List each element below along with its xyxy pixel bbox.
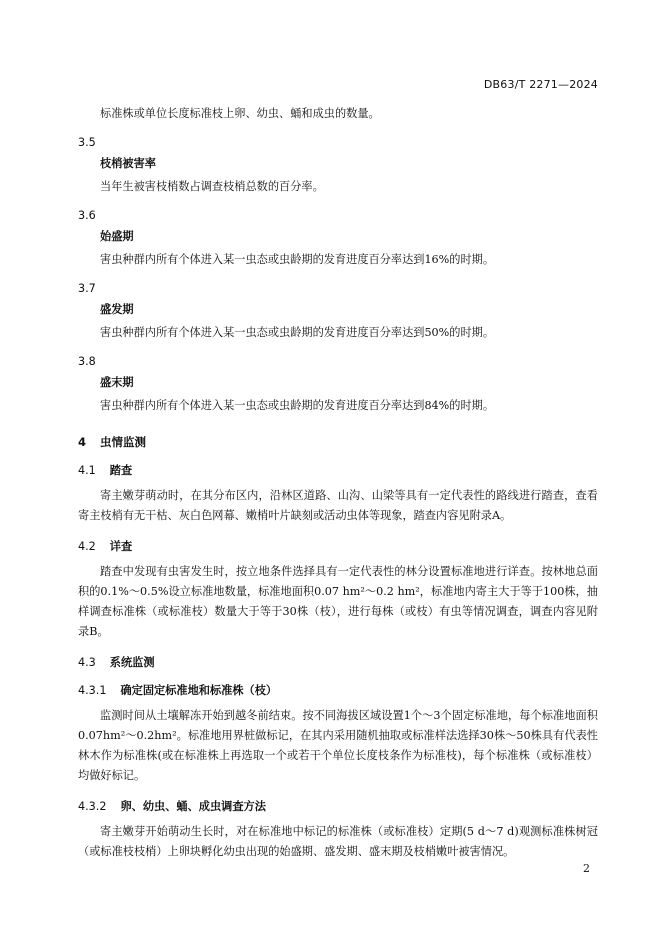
- term-title: 枝梢被害率: [100, 157, 156, 170]
- subsection-title: 卵、幼虫、蛹、成虫调查方法: [120, 800, 266, 813]
- page-content: [78, 104, 598, 864]
- section-number: 4: [78, 435, 87, 449]
- term-definition: 害虫种群内所有个体进入某一虫态或虫龄期的发育进度百分率达到16%的时期。: [100, 253, 495, 266]
- clause-number: 3.7: [78, 282, 96, 295]
- term-title: 盛末期: [100, 376, 134, 389]
- term-definition: 当年生被害枝梢数占调查枝梢总数的百分率。: [100, 180, 324, 193]
- subsection-number: 4.1: [78, 464, 96, 477]
- subsection-number: 4.3.2: [78, 800, 107, 813]
- term-title: 始盛期: [100, 230, 134, 243]
- subsection-heading: [78, 654, 598, 670]
- term-definition: 害虫种群内所有个体进入某一虫态或虫龄期的发育进度百分率达到50%的时期。: [100, 326, 495, 339]
- paragraph: 踏查中发现有虫害发生时，按立地条件选择具有一定代表性的林分设置标准地进行详查。按林地总面积的0.1%～0.5%设立标准地数量，标准地面积0.07 hm²～0.2 hm²，标准地内寄主大于等于100株，抽样调查标准株（或标准枝）数量大于等于30株（枝），进行每株（或枝）有虫等情况调查，调查内容见附录B。: [78, 565, 598, 638]
- paragraph: 寄主嫩芽萌动时，在其分布区内，沿林区道路、山沟、山梁等具有一定代表性的路线进行踏查，查看寄主枝梢有无干枯、灰白色网幕、嫩梢叶片缺刻或活动虫体等现象，踏查内容见附录A。: [78, 489, 598, 522]
- subsection-title: 踏查: [109, 464, 133, 477]
- subsection-number: 4.3: [78, 656, 96, 669]
- clause-number: 3.6: [78, 209, 96, 222]
- term-definition: 害虫种群内所有个体进入某一虫态或虫龄期的发育进度百分率达到84%的时期。: [100, 399, 495, 412]
- clause-number: 3.5: [78, 136, 96, 149]
- subsection-number: 4.2: [78, 540, 96, 553]
- document-code: DB63/T 2271—2024: [483, 78, 598, 91]
- paragraph: 监测时间从土壤解冻开始到越冬前结束。按不同海拔区域设置1个～3个固定标准地，每个标准地面积0.07hm²～0.2hm²。标准地用界桩做标记，在其内采用随机抽取或标准样法选择30株～50株具有代表性林木作为标准株(或在标准株上再选取一个或若干个单位长度枝条作为标准枝)，每个标准株（或标准枝）均做好标记。: [78, 709, 598, 782]
- subsection-heading: [78, 682, 598, 698]
- subsection-title: 系统监测: [109, 656, 155, 669]
- term-title: 盛发期: [100, 303, 134, 316]
- paragraph: 标准株或单位长度标准枝上卵、幼虫、蛹和成虫的数量。: [100, 107, 380, 120]
- page-number: 2: [583, 862, 590, 875]
- subsection-heading: [78, 798, 598, 814]
- paragraph: 寄主嫩芽开始萌动生长时，对在标准地中标记的标准株（或标准枝）定期(5 d～7 d)观测标准株树冠（或标准枝枝梢）上卵块孵化幼虫出现的始盛期、盛发期、盛末期及枝梢嫩叶被害情况。: [78, 825, 598, 858]
- subsection-title: 详查: [109, 540, 133, 553]
- section-heading: [78, 434, 598, 450]
- subsection-heading: [78, 538, 598, 554]
- clause-number: 3.8: [78, 355, 96, 368]
- section-title: 虫情监测: [100, 435, 147, 449]
- subsection-title: 确定固定标准地和标准株（枝）: [120, 684, 278, 697]
- subsection-heading: [78, 462, 598, 478]
- subsection-number: 4.3.1: [78, 684, 107, 697]
